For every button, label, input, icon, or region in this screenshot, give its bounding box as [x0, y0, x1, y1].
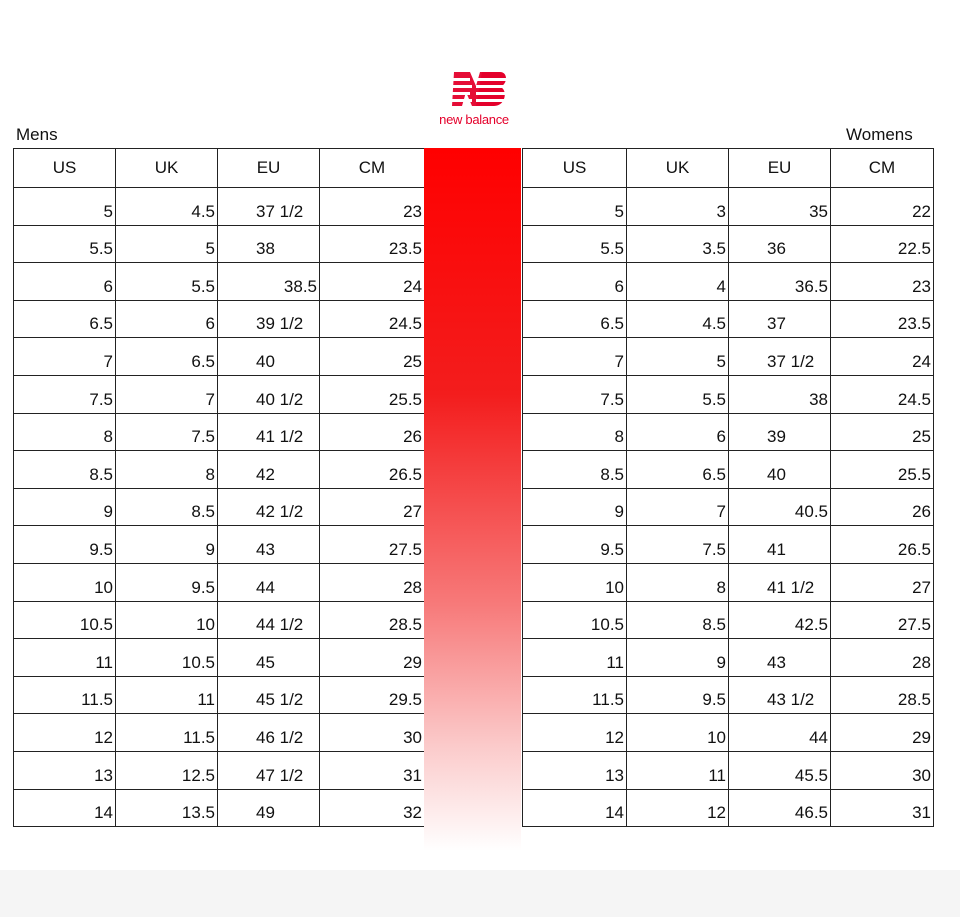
- table-cell: 8.5: [116, 488, 218, 526]
- table-row: [523, 563, 934, 601]
- table-cell: 44 1/2: [218, 601, 320, 639]
- table-cell: 38: [729, 375, 831, 413]
- table-cell: 45.5: [729, 751, 831, 789]
- table-row: [14, 789, 425, 827]
- table-cell: 9.5: [14, 526, 116, 564]
- table-cell: 26.5: [831, 526, 934, 564]
- table-row: [14, 263, 425, 301]
- table-cell: 37 1/2: [729, 338, 831, 376]
- mens-body: [14, 188, 425, 827]
- table-cell: 6.5: [627, 451, 729, 489]
- table-cell: 6: [116, 300, 218, 338]
- womens-caption: Womens: [846, 125, 913, 144]
- table-cell: 9: [523, 488, 627, 526]
- table-row: [523, 789, 934, 827]
- new-balance-logo: [422, 70, 526, 130]
- womens-header-row: [523, 149, 934, 188]
- table-cell: 13: [14, 751, 116, 789]
- column-header: CM: [831, 149, 934, 188]
- table-cell: 4.5: [627, 300, 729, 338]
- table-cell: 5: [116, 225, 218, 263]
- table-cell: 10.5: [14, 601, 116, 639]
- table-cell: 25: [831, 413, 934, 451]
- table-row: [14, 714, 425, 752]
- table-cell: 11: [523, 639, 627, 677]
- table-row: [14, 225, 425, 263]
- table-cell: 5.5: [523, 225, 627, 263]
- table-cell: 36.5: [729, 263, 831, 301]
- table-cell: 11: [116, 676, 218, 714]
- column-header: US: [14, 149, 116, 188]
- table-row: [14, 488, 425, 526]
- table-cell: 42: [218, 451, 320, 489]
- table-cell: 10.5: [523, 601, 627, 639]
- table-cell: 27: [320, 488, 425, 526]
- column-header: US: [523, 149, 627, 188]
- table-cell: 43 1/2: [729, 676, 831, 714]
- table-cell: 36: [729, 225, 831, 263]
- mens-header: [14, 149, 425, 188]
- table-cell: 9.5: [116, 563, 218, 601]
- table-row: [14, 601, 425, 639]
- table-cell: 27: [831, 563, 934, 601]
- table-row: [14, 451, 425, 489]
- womens-size-table: [522, 148, 934, 827]
- table-row: [523, 413, 934, 451]
- table-cell: 11: [627, 751, 729, 789]
- table-cell: 38.5: [218, 263, 320, 301]
- womens-body: [523, 188, 934, 827]
- table-row: [14, 375, 425, 413]
- table-cell: 43: [729, 639, 831, 677]
- table-cell: 9.5: [523, 526, 627, 564]
- table-cell: 5: [523, 188, 627, 226]
- table-cell: 44: [729, 714, 831, 752]
- table-cell: 43: [218, 526, 320, 564]
- table-cell: 28: [831, 639, 934, 677]
- table-row: [523, 263, 934, 301]
- table-cell: 42 1/2: [218, 488, 320, 526]
- table-cell: 7.5: [14, 375, 116, 413]
- table-cell: 35: [729, 188, 831, 226]
- table-cell: 7: [14, 338, 116, 376]
- mens-caption: Mens: [16, 125, 58, 144]
- table-cell: 12: [14, 714, 116, 752]
- table-cell: 10: [627, 714, 729, 752]
- table-cell: 39: [729, 413, 831, 451]
- table-cell: 22: [831, 188, 934, 226]
- table-cell: 39 1/2: [218, 300, 320, 338]
- table-cell: 29.5: [320, 676, 425, 714]
- table-cell: 4: [627, 263, 729, 301]
- table-cell: 46.5: [729, 789, 831, 827]
- table-row: [523, 375, 934, 413]
- table-row: [14, 676, 425, 714]
- table-cell: 6: [14, 263, 116, 301]
- table-cell: 40 1/2: [218, 375, 320, 413]
- mens-size-table: [13, 148, 425, 827]
- table-cell: 5.5: [14, 225, 116, 263]
- table-row: [14, 563, 425, 601]
- table-cell: 45: [218, 639, 320, 677]
- table-cell: 31: [320, 751, 425, 789]
- table-cell: 3.5: [627, 225, 729, 263]
- table-cell: 24: [320, 263, 425, 301]
- table-cell: 7.5: [116, 413, 218, 451]
- column-header: UK: [116, 149, 218, 188]
- table-cell: 5: [627, 338, 729, 376]
- table-cell: 23: [320, 188, 425, 226]
- table-cell: 5.5: [627, 375, 729, 413]
- table-cell: 8: [14, 413, 116, 451]
- table-cell: 31: [831, 789, 934, 827]
- table-cell: 6.5: [14, 300, 116, 338]
- table-cell: 10.5: [116, 639, 218, 677]
- table-row: [523, 676, 934, 714]
- table-cell: 9: [627, 639, 729, 677]
- table-cell: 5.5: [116, 263, 218, 301]
- table-cell: 23: [831, 263, 934, 301]
- table-cell: 8: [116, 451, 218, 489]
- table-cell: 6: [523, 263, 627, 301]
- column-header: EU: [729, 149, 831, 188]
- table-row: [523, 225, 934, 263]
- gradient-divider: [424, 148, 521, 851]
- table-row: [523, 639, 934, 677]
- table-cell: 26.5: [320, 451, 425, 489]
- table-cell: 13: [523, 751, 627, 789]
- table-row: [523, 751, 934, 789]
- table-cell: 41 1/2: [218, 413, 320, 451]
- table-row: [14, 751, 425, 789]
- table-cell: 46 1/2: [218, 714, 320, 752]
- table-cell: 30: [320, 714, 425, 752]
- table-row: [523, 338, 934, 376]
- column-header: UK: [627, 149, 729, 188]
- table-cell: 24: [831, 338, 934, 376]
- table-cell: 40: [729, 451, 831, 489]
- table-cell: 13.5: [116, 789, 218, 827]
- table-cell: 11.5: [523, 676, 627, 714]
- table-cell: 30: [831, 751, 934, 789]
- table-cell: 25.5: [831, 451, 934, 489]
- table-cell: 11.5: [14, 676, 116, 714]
- table-cell: 28: [320, 563, 425, 601]
- table-cell: 25: [320, 338, 425, 376]
- table-cell: 10: [523, 563, 627, 601]
- table-cell: 7: [627, 488, 729, 526]
- table-cell: 6.5: [116, 338, 218, 376]
- table-cell: 47 1/2: [218, 751, 320, 789]
- table-cell: 7: [523, 338, 627, 376]
- table-cell: 44: [218, 563, 320, 601]
- table-row: [14, 639, 425, 677]
- table-row: [523, 526, 934, 564]
- column-header: EU: [218, 149, 320, 188]
- table-cell: 7.5: [627, 526, 729, 564]
- table-cell: 6.5: [523, 300, 627, 338]
- footer-band: [0, 870, 960, 917]
- table-cell: 26: [320, 413, 425, 451]
- table-cell: 41: [729, 526, 831, 564]
- table-cell: 38: [218, 225, 320, 263]
- table-cell: 11: [14, 639, 116, 677]
- table-cell: 7: [116, 375, 218, 413]
- table-cell: 23.5: [831, 300, 934, 338]
- table-cell: 41 1/2: [729, 563, 831, 601]
- table-cell: 6: [627, 413, 729, 451]
- table-cell: 29: [320, 639, 425, 677]
- table-cell: 22.5: [831, 225, 934, 263]
- table-row: [14, 188, 425, 226]
- table-cell: 10: [116, 601, 218, 639]
- table-cell: 24.5: [831, 375, 934, 413]
- table-cell: 8: [627, 563, 729, 601]
- table-cell: 12: [523, 714, 627, 752]
- table-row: [523, 488, 934, 526]
- table-cell: 23.5: [320, 225, 425, 263]
- table-cell: 37: [729, 300, 831, 338]
- table-cell: 4.5: [116, 188, 218, 226]
- table-cell: 14: [14, 789, 116, 827]
- table-cell: 8.5: [523, 451, 627, 489]
- table-row: [523, 714, 934, 752]
- table-row: [14, 338, 425, 376]
- table-cell: 24.5: [320, 300, 425, 338]
- table-cell: 27.5: [831, 601, 934, 639]
- table-row: [14, 526, 425, 564]
- table-row: [14, 413, 425, 451]
- table-cell: 7.5: [523, 375, 627, 413]
- table-row: [523, 451, 934, 489]
- table-cell: 11.5: [116, 714, 218, 752]
- table-cell: 49: [218, 789, 320, 827]
- table-row: [14, 300, 425, 338]
- table-cell: 8.5: [627, 601, 729, 639]
- table-cell: 5: [14, 188, 116, 226]
- table-cell: 28.5: [831, 676, 934, 714]
- table-cell: 37 1/2: [218, 188, 320, 226]
- table-cell: 32: [320, 789, 425, 827]
- table-row: [523, 300, 934, 338]
- table-row: [523, 601, 934, 639]
- table-cell: 3: [627, 188, 729, 226]
- table-cell: 40: [218, 338, 320, 376]
- table-cell: 14: [523, 789, 627, 827]
- table-cell: 45 1/2: [218, 676, 320, 714]
- womens-header: [523, 149, 934, 188]
- table-cell: 26: [831, 488, 934, 526]
- table-cell: 9: [14, 488, 116, 526]
- table-cell: 29: [831, 714, 934, 752]
- table-cell: 12: [627, 789, 729, 827]
- nb-logo-icon: [440, 70, 508, 108]
- table-cell: 8.5: [14, 451, 116, 489]
- table-cell: 25.5: [320, 375, 425, 413]
- table-cell: 42.5: [729, 601, 831, 639]
- table-cell: 40.5: [729, 488, 831, 526]
- table-cell: 10: [14, 563, 116, 601]
- table-cell: 27.5: [320, 526, 425, 564]
- table-cell: 9.5: [627, 676, 729, 714]
- table-cell: 9: [116, 526, 218, 564]
- table-row: [523, 188, 934, 226]
- table-cell: 12.5: [116, 751, 218, 789]
- table-cell: 8: [523, 413, 627, 451]
- brand-name: new balance: [439, 112, 509, 127]
- table-cell: 28.5: [320, 601, 425, 639]
- mens-header-row: [14, 149, 425, 188]
- column-header: CM: [320, 149, 425, 188]
